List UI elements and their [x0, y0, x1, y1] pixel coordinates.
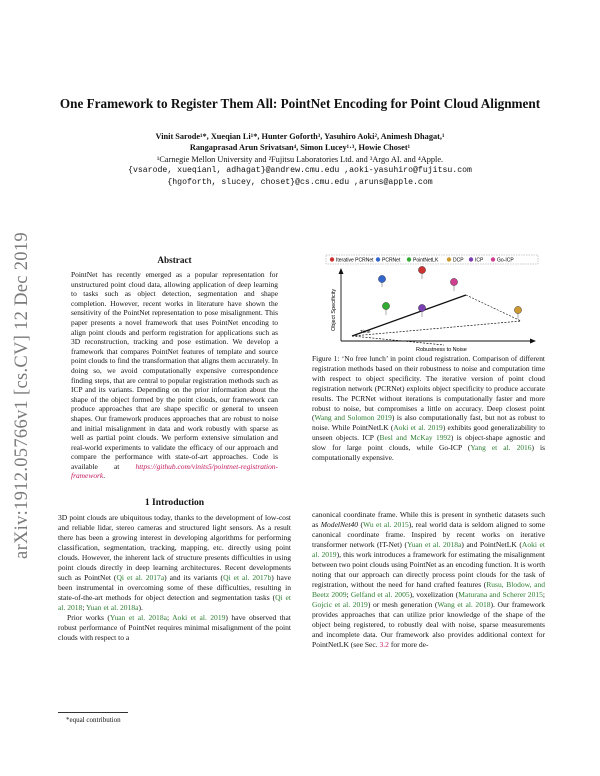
marker-icp	[418, 304, 425, 311]
legend-label-6: Go-ICP	[497, 257, 514, 264]
introduction-text	[58, 513, 291, 643]
text-run: ) is computationally expensive.	[312, 443, 545, 463]
arxiv-identifier-stamp	[2, 200, 42, 590]
footnote: *equal contribution	[66, 716, 121, 724]
legend-marker-icp	[469, 257, 473, 261]
author-block	[60, 131, 540, 188]
citation-link[interactable]: Wang and Solomon 2019	[314, 413, 392, 423]
text-run: ;	[82, 603, 87, 612]
marker-iterative-pcrnet	[418, 266, 425, 273]
citation-link[interactable]: Aoki et al. 2019	[172, 613, 226, 622]
intro-paragraph-2	[58, 613, 291, 643]
time-arrow-line-lower	[352, 336, 444, 345]
legend-label-1: Iterative PCRNet	[336, 257, 374, 264]
text-run: Figure 1: ‘No free lunch’ in point cloud registration. Comparison of different registration methods based on their robustness to noise and computation time with respect to object specificity. The iterative version of point cloud registration network (PCRNet) exploits object specificity to produce accurate results. The PCRNet without iterations is computationally faster and more robust to noise, but compromises a little on accuracy. Deep closest point (	[312, 354, 545, 423]
dataset-name: ModelNet40	[320, 520, 359, 529]
legend-marker-pointnetlk	[407, 257, 411, 261]
text-run: ;	[166, 613, 173, 622]
legend-marker-iterative-pcrnet	[330, 257, 334, 261]
text-run: ) is also computationally fast, but not as robust to noise. While PointNetLK (	[312, 413, 545, 433]
arxiv-stamp-text: arXiv:1912.05766v1 [cs.CV] 12 Dec 2019	[11, 231, 32, 559]
marker-dcp	[514, 306, 521, 313]
text-run: ) have been instrumental in overcoming some of these difficulties, resulting in state-of-the-art methods for object detection and segmentation tasks (	[58, 573, 291, 602]
citation-link[interactable]: Gojcic et al. 2019	[312, 600, 368, 609]
y-axis-arrow	[339, 268, 344, 274]
citation-link[interactable]: Qi et al. 2018	[58, 593, 291, 612]
abstract-heading: Abstract	[157, 255, 192, 265]
code-link[interactable]: https://github.com/vinits5/pointnet-registration-framework	[71, 461, 278, 481]
text-run: ).	[138, 603, 143, 612]
legend-label-4: DCP	[453, 257, 464, 264]
text-run: ), voxelization (	[409, 590, 459, 599]
legend-label-5: ICP	[475, 257, 484, 264]
text-run: 3D point clouds are ubiquitous today, thanks to the development of low-cost and reliable lidar, stereo cameras and structured light sensors. As a result there has been a growing interest in developing algorithms for performing classification, segmentation, tracking, mapping, etc. directly using point clouds. However, the inherent lack of structure presents difficulties in using point clouds directly in deep learning architectures. Recent developments such as PointNet (	[58, 513, 291, 582]
paper-title: One Framework to Register Them All: PointNet Encoding for Point Cloud Alignment	[59, 96, 541, 111]
x-axis-arrow	[530, 339, 536, 344]
author-line-1: Vinit Sarode¹*, Xueqian Li¹*, Hunter Goforth³, Yasuhiro Aoki², Animesh Dhagat,¹	[155, 132, 445, 141]
abstract-end: .	[103, 471, 106, 481]
abstract-text	[71, 270, 278, 481]
boundary-line	[466, 295, 521, 321]
citation-link[interactable]: Aoki et al. 2019	[312, 540, 545, 559]
section-link[interactable]: 3.2	[379, 640, 389, 649]
figure-1-diagram	[316, 253, 546, 355]
abstract-body: PointNet has recently emerged as a popular representation for unstructured point cloud data, allowing application of deep learning to tasks such as object detection, segmentation and shape completion. However, recent works in literature have shown the sensitivity of the PointNet representation to pose misalignment. This paper presents a novel framework that uses PointNet encoding to align point clouds and perform registration for applications such as 3D reconstruction, tracking and pose estimation. We develop a framework that compares PointNet features of template and source point clouds to find the transformation that aligns them accurately. In doing so, we avoid computationally expensive correspondence finding steps, that are central to popular registration methods such as ICP and its variants. Depending on the prior information about the shape of the object formed by the point clouds, our framework can produce approaches that are shape specific or general to unseen shapes. Our framework produces approaches that are robust to noise and initial misalignment in data and work robustly with sparse as well as partial point clouds. We perform extensive simulation and real-world experiments to validate the efficacy of our approach and compare the performance with state-of-art approaches. Code is available at	[71, 270, 278, 471]
text-run: ), this work introduces a framework for estimating the misalignment between two point clouds using PointNet as an encoding function. It is worth noting that our approach can directly process point clouds for the task of registration, without the need for hand crafted features (	[312, 550, 545, 589]
text-run: ) have observed that robust performance of PointNet requires minimal misalignment of the point clouds with respect to a	[58, 613, 291, 642]
marker-pcrnet	[378, 275, 385, 282]
text-run: ;	[542, 590, 545, 599]
text-run: Prior works (	[67, 613, 110, 622]
citation-link[interactable]: Wang et al. 2018	[437, 600, 491, 609]
emails-line-1: {vsarode, xueqianl, adhagat}@andrew.cmu.edu ,aoki-yasuhiro@fujitsu.com	[128, 166, 472, 176]
text-run: ) and its variants (	[164, 573, 224, 582]
text-run: ) or mesh generation (	[367, 600, 438, 609]
citation-link[interactable]: Qi et al. 2017a	[116, 573, 165, 582]
time-arrow-line	[352, 321, 521, 336]
text-run: ). Our framework provides approaches that can utilize prior knowledge of the shape of the object being registered, to robustly deal with noise, sparse measurements and incomplete data. Our framework also provides additional context for PointNetLK (see Sec.	[312, 600, 546, 649]
figure-1-caption	[312, 354, 545, 463]
author-line-2: Rangaprasad Arun Srivatsan⁴, Simon Lucey¹·³, Howie Choset¹	[189, 143, 411, 153]
time-label: Time	[360, 330, 371, 335]
citation-link[interactable]: Rusu, Blodow, and Beetz 2009	[312, 580, 545, 599]
citation-link[interactable]: Besl and McKay 1992	[379, 433, 451, 443]
citation-link[interactable]: Wu et al. 2015	[363, 520, 409, 529]
footnote-rule	[58, 712, 128, 713]
right-column-text	[312, 510, 545, 650]
text-run: canonical coordinate frame. While this is present in synthetic datasets such as	[312, 510, 545, 529]
citation-link[interactable]: Yang et al. 2016	[470, 443, 532, 453]
legend-marker-go-icp	[491, 257, 495, 261]
citation-link[interactable]: Qi et al. 2017b	[223, 573, 272, 582]
x-axis-label: Robustness to Noise	[416, 347, 467, 353]
text-run: ), real world data is seldom aligned to some canonical coordinate frame. Inspired by recent works on iterative transformer network (IT-Net) (	[312, 520, 545, 549]
legend-marker-dcp	[447, 257, 451, 261]
marker-pointnetlk	[382, 302, 389, 309]
marker-go-icp	[450, 278, 457, 285]
text-run: for more de-	[388, 640, 429, 649]
text-run: (	[358, 520, 363, 529]
citation-link[interactable]: Yuan et al. 2018a	[109, 613, 167, 622]
legend-label-2: PCRNet	[382, 257, 401, 264]
citation-link[interactable]: Aoki et al. 2019	[393, 423, 443, 433]
text-run: ) is object-shape agnostic and slow for large point clouds, while Go-ICP (	[312, 433, 545, 453]
intro-paragraph-1	[58, 513, 291, 613]
legend-label-3: PointNetLK	[413, 257, 439, 264]
introduction-heading: 1 Introduction	[144, 497, 205, 508]
text-run: ) exhibits good generalizability to unseen objects. ICP (	[312, 423, 545, 443]
citation-link[interactable]: Yuan et al. 2018a	[86, 603, 139, 612]
citation-link[interactable]: Yuan et al. 2018a	[406, 540, 462, 549]
citation-link[interactable]: Gelfand et al. 2005	[350, 590, 410, 599]
affiliations: ¹Carnegie Mellon University and ²Fujitsu Laboratories Ltd. and ³Argo AI. and ⁴Apple.	[156, 154, 444, 164]
y-axis-label: Object Specificity	[331, 288, 337, 331]
citation-link[interactable]: Maturana and Scherer 2015	[458, 590, 543, 599]
text-run: ;	[346, 590, 351, 599]
legend-marker-pcrnet	[376, 257, 380, 261]
figure-legend	[326, 255, 538, 264]
text-run: ) and PointNetLK (	[461, 540, 522, 549]
emails-line-2: {hgoforth, slucey, choset}@cs.cmu.edu ,aruns@apple.com	[167, 177, 433, 187]
